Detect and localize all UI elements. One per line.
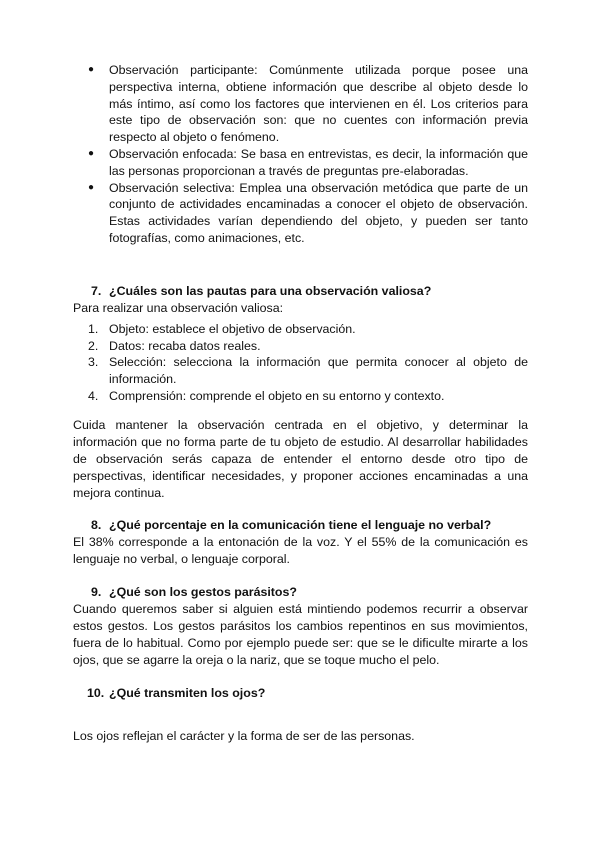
item-text: Selección: selecciona la información que permita conocer al objeto de información. (109, 355, 528, 387)
bullet-icon: ● (88, 181, 95, 193)
question-title: ¿Cuáles son las pautas para una observación valiosa? (109, 283, 432, 298)
question-9-answer: Cuando queremos saber si alguien está mintiendo podemos recurrir a observar estos gestos. Los gestos parásitos los cambios repentinos en sus movimientos, fuera de lo habitual. Como por ejemplo puede ser: que se le dificulte mirarte a los ojos, que se agarre la oreja o la nariz, que se toque mucho el pelo. (73, 601, 528, 667)
question-number: 9. (91, 584, 102, 599)
guidelines-list (73, 321, 528, 405)
question-7-paragraph: Cuida mantener la observación centrada en el objetivo, y determinar la información que no forma parte de tu objeto de estudio. Al desarrollar habilidades de observación serás capaza de entender el entorno desde otro tipo de perspectivas, identificar necesidades, y proponer acciones encaminadas a una mejora continua. (73, 417, 528, 500)
observation-types-list (73, 62, 528, 247)
list-item (73, 338, 528, 355)
question-10-heading (73, 685, 528, 702)
question-title: ¿Qué porcentaje en la comunicación tiene el lenguaje no verbal? (109, 517, 492, 532)
list-item (73, 146, 528, 180)
item-number: 3. (88, 355, 99, 370)
question-9-heading (73, 584, 528, 601)
list-item (73, 388, 528, 405)
item-text: Datos: recaba datos reales. (109, 338, 261, 353)
question-10-answer: Los ojos reflejan el carácter y la forma de ser de las personas. (73, 728, 415, 743)
question-number: 7. (91, 283, 102, 298)
list-item (73, 62, 528, 146)
bullet-text: Observación selectiva: Emplea una observación metódica que parte de un conjunto de actividades encaminadas a conocer el objeto de observación. Estas actividades varían dependiendo del objeto, y pueden ser tanto fotografías, como animaciones, etc. (109, 180, 528, 245)
list-item (73, 180, 528, 247)
bullet-text: Observación participante: Comúnmente utilizada porque posee una perspectiva interna, obtiene información que describe al objeto desde lo más íntimo, así como los factores que intervienen en él. Los criterios para este tipo de observación son: que no cuentes con información previa respecto al objeto o fenómeno. (109, 63, 528, 145)
item-number: 4. (88, 388, 99, 403)
item-number: 2. (88, 338, 99, 353)
question-title: ¿Qué transmiten los ojos? (109, 685, 266, 700)
item-number: 1. (88, 321, 99, 336)
bullet-text: Observación enfocada: Se basa en entrevistas, es decir, la información que las personas proporcionan a través de preguntas pre-elaboradas. (109, 146, 528, 178)
list-item (73, 354, 528, 388)
question-8-heading (73, 517, 528, 534)
question-number: 8. (91, 517, 102, 532)
item-text: Comprensión: comprende el objeto en su entorno y contexto. (109, 388, 445, 403)
question-7-heading (73, 283, 528, 300)
question-8-answer: El 38% corresponde a la entonación de la voz. Y el 55% de la comunicación es lenguaje no verbal, o lenguaje corporal. (73, 534, 528, 566)
question-title: ¿Qué son los gestos parásitos? (109, 584, 297, 599)
question-7-intro: Para realizar una observación valiosa: (73, 300, 284, 315)
bullet-icon: ● (88, 64, 95, 75)
bullet-icon: ● (88, 147, 95, 159)
item-text: Objeto: establece el objetivo de observación. (109, 321, 356, 336)
document-page (73, 62, 528, 745)
list-item (73, 321, 528, 338)
question-number: 10. (87, 685, 105, 700)
